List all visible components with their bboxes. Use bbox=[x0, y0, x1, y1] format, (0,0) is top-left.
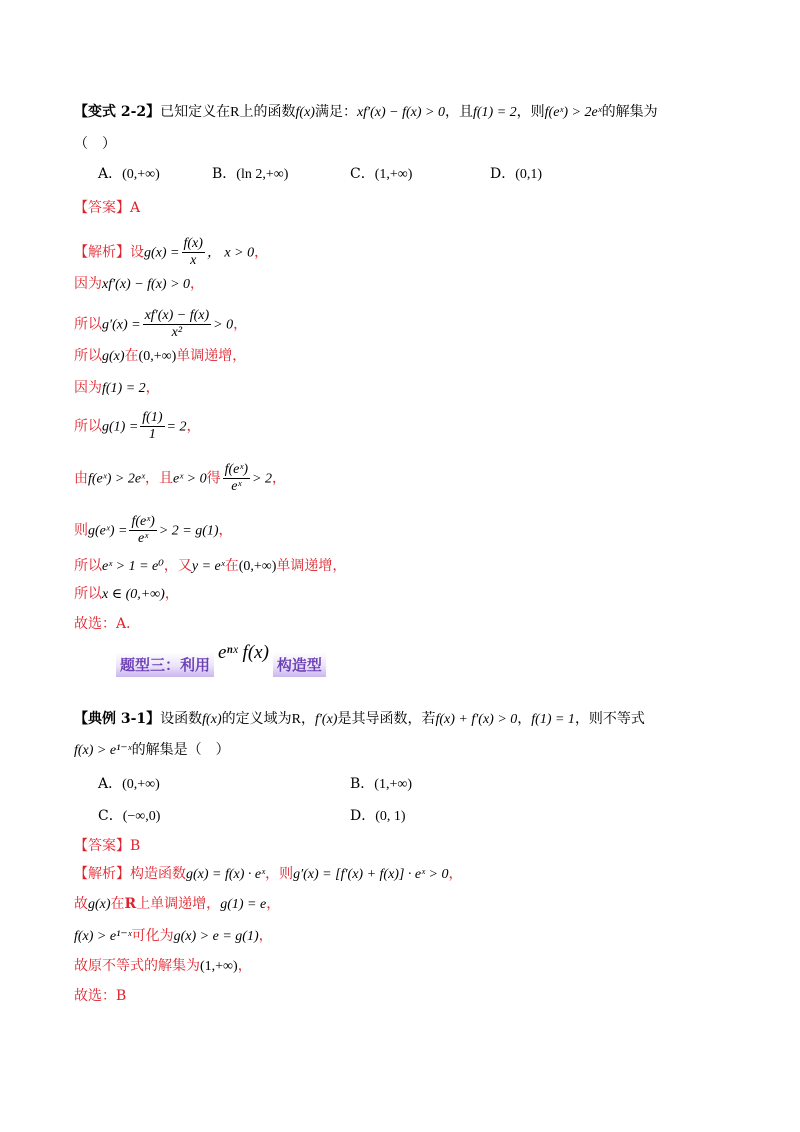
math: g′(x) = bbox=[102, 317, 141, 333]
option-label: D． bbox=[490, 166, 516, 182]
option-value: (0,+∞) bbox=[122, 167, 160, 182]
option-value: (1,+∞) bbox=[374, 167, 413, 182]
step-text: 在 bbox=[110, 896, 125, 912]
step-text: 得 bbox=[206, 470, 221, 487]
step-text: ， bbox=[271, 470, 286, 487]
step-text: 因为 bbox=[74, 380, 102, 396]
math: f(eˣ) > 2eˣ bbox=[88, 471, 145, 487]
question-tag: 【典例 3-1】 bbox=[74, 711, 161, 727]
stem-text: ，且 bbox=[444, 104, 473, 120]
fraction bbox=[140, 410, 164, 443]
step-text: 因为 bbox=[74, 276, 102, 292]
math: (0,+∞) bbox=[138, 349, 177, 364]
stem-text: 的定义域为 bbox=[221, 711, 292, 727]
stem-text: 的解集为 bbox=[601, 104, 658, 120]
option-label: B． bbox=[212, 166, 237, 182]
analysis-step-7 bbox=[74, 462, 286, 495]
math: x ∈ (0,+∞) bbox=[102, 587, 165, 602]
answer-value: B bbox=[130, 838, 141, 854]
math: g(x) = f(x) · eˣ bbox=[186, 867, 266, 882]
stem-text: 设函数 bbox=[160, 711, 203, 727]
step-text: ，则 bbox=[265, 866, 294, 882]
step-text: ， bbox=[186, 418, 201, 435]
fraction-denominator: 1 bbox=[148, 427, 156, 442]
question-tag: 【变式 2-2】 bbox=[74, 104, 161, 120]
question-1-stem bbox=[74, 102, 658, 123]
stem-text: ， bbox=[517, 711, 532, 727]
math: y = eˣ bbox=[191, 559, 225, 574]
math-condition: f(1) = 1 bbox=[531, 712, 575, 727]
stem-text: 已知定义在 bbox=[160, 104, 231, 120]
fraction-denominator: x² bbox=[171, 325, 183, 340]
option-value: (0, 1) bbox=[375, 809, 406, 824]
math-inequality: f(x) > e¹⁻ˣ bbox=[74, 743, 132, 758]
option-a bbox=[98, 164, 160, 185]
step-text: ， bbox=[218, 522, 233, 539]
option-value: (0,+∞) bbox=[122, 777, 160, 792]
math-domain: R bbox=[291, 712, 301, 727]
step-text: 所以 bbox=[74, 586, 102, 602]
step-text: 可化为 bbox=[131, 928, 174, 944]
step-text: 单调递增， bbox=[176, 348, 247, 364]
math: g(x) = bbox=[144, 245, 180, 261]
analysis-step-6 bbox=[74, 410, 200, 443]
fraction bbox=[143, 308, 212, 341]
math: ， x > 0 bbox=[206, 245, 255, 261]
option-label: B． bbox=[350, 776, 375, 792]
fraction bbox=[129, 514, 156, 547]
option-label: A． bbox=[98, 776, 123, 792]
analysis-step-4 bbox=[74, 956, 252, 977]
step-text: ， bbox=[233, 316, 248, 333]
math: (1,+∞) bbox=[200, 959, 238, 974]
stem-text: 的解集是（ ） bbox=[131, 742, 230, 758]
math-func: f(x) bbox=[295, 105, 315, 120]
analysis-step-1 bbox=[74, 236, 268, 269]
step-text: 故原不等式的解集为 bbox=[74, 958, 200, 974]
step-text: 所以 bbox=[74, 316, 102, 333]
analysis-step-5 bbox=[74, 378, 160, 399]
analysis-step-2 bbox=[74, 894, 280, 915]
math: g′(x) = [f′(x) + f(x)] · eˣ > 0 bbox=[293, 867, 449, 882]
math-derivative: f′(x) bbox=[314, 712, 338, 727]
math: eˣ > 0 bbox=[173, 471, 207, 487]
stem-text: ，则不等式 bbox=[574, 711, 645, 727]
math-domain: R bbox=[230, 105, 240, 120]
math: = 2 bbox=[166, 419, 187, 435]
math: > 2 bbox=[252, 471, 272, 487]
option-label: D． bbox=[350, 808, 376, 824]
math: g(1) = e bbox=[220, 897, 267, 912]
question-1-paren: （ ） bbox=[74, 136, 116, 152]
math: eˣ > 1 = e⁰ bbox=[102, 559, 164, 574]
option-a bbox=[98, 774, 160, 795]
analysis-step-2 bbox=[74, 274, 204, 295]
analysis-step-9 bbox=[74, 556, 346, 577]
section-label-a: 题型三：利用 bbox=[116, 652, 214, 677]
answer-value: A bbox=[130, 200, 141, 216]
math: > 2 = g(1) bbox=[158, 523, 219, 539]
fraction-numerator: f(eˣ) bbox=[131, 514, 155, 529]
step-text: ， bbox=[237, 958, 252, 974]
step-text: 在 bbox=[124, 348, 139, 364]
math-domain: R bbox=[124, 896, 137, 912]
stem-text: ， bbox=[300, 711, 315, 727]
option-value: (−∞,0) bbox=[122, 809, 161, 824]
math-condition: xf′(x) − f(x) > 0 bbox=[356, 105, 445, 120]
option-label: C． bbox=[98, 808, 123, 824]
answer-line bbox=[74, 198, 140, 218]
fraction-denominator: eˣ bbox=[138, 531, 149, 546]
stem-text: 是其导函数，若 bbox=[337, 711, 436, 727]
math: (0,+∞) bbox=[238, 559, 277, 574]
step-text: 故选：A． bbox=[74, 616, 141, 632]
step-text: 故 bbox=[74, 896, 88, 912]
question-2-stem bbox=[74, 709, 645, 730]
step-text: 则 bbox=[74, 522, 88, 539]
option-c bbox=[350, 164, 412, 185]
fraction-numerator: f(x) bbox=[183, 236, 203, 251]
stem-text: 上的函数 bbox=[239, 104, 296, 120]
step-text: 所以 bbox=[74, 348, 102, 364]
step-text: 在 bbox=[224, 558, 239, 574]
step-text: ， bbox=[448, 866, 463, 882]
math: g(x) bbox=[102, 349, 125, 364]
step-text: ，又 bbox=[163, 558, 192, 574]
step-text: ， bbox=[145, 380, 160, 396]
step-text: 所以 bbox=[74, 418, 102, 435]
math: g(x) bbox=[88, 897, 111, 912]
analysis-step-4 bbox=[74, 346, 246, 367]
math: f(1) = 2 bbox=[102, 381, 146, 396]
math: > 0 bbox=[213, 317, 234, 333]
analysis-step-1 bbox=[74, 864, 463, 885]
fraction-denominator: eˣ bbox=[231, 479, 242, 494]
fraction-numerator: f(eˣ) bbox=[224, 462, 249, 477]
option-value: (0,1) bbox=[515, 167, 543, 182]
math: g(1) = bbox=[102, 419, 139, 435]
step-text: ， bbox=[258, 928, 273, 944]
step-text: ，且 bbox=[145, 470, 173, 487]
step-text: 设 bbox=[130, 244, 144, 261]
step-text: 所以 bbox=[74, 558, 102, 574]
section-label-b: 构造型 bbox=[273, 652, 326, 677]
step-text: ， bbox=[266, 896, 281, 912]
answer-tag: 【答案】 bbox=[74, 200, 130, 216]
analysis-tag: 【解析】 bbox=[74, 244, 130, 261]
math: g(x) > e = g(1) bbox=[173, 929, 259, 944]
step-text: 构造函数 bbox=[130, 866, 186, 882]
analysis-step-3 bbox=[74, 926, 273, 947]
option-c bbox=[98, 806, 160, 827]
option-value: (ln 2,+∞) bbox=[236, 167, 289, 182]
analysis-step-11 bbox=[74, 614, 140, 634]
fraction bbox=[223, 462, 250, 495]
option-b bbox=[350, 774, 412, 795]
section-heading bbox=[116, 642, 326, 677]
option-value: (1,+∞) bbox=[374, 777, 412, 792]
option-b bbox=[212, 164, 288, 185]
fraction-denominator: x bbox=[190, 253, 197, 268]
math: xf′(x) − f(x) > 0 bbox=[102, 277, 191, 292]
math: f(x) > e¹⁻ˣ bbox=[74, 929, 132, 944]
step-text: 上单调递增， bbox=[136, 896, 221, 912]
section-formula: eⁿˣ f(x) bbox=[218, 642, 269, 663]
stem-text: 满足： bbox=[314, 104, 357, 120]
analysis-step-5 bbox=[74, 986, 126, 1006]
step-text: ， bbox=[164, 586, 179, 602]
math-inequality: f(eˣ) > 2eˣ bbox=[544, 105, 602, 120]
math: g(eˣ) = bbox=[88, 523, 128, 539]
analysis-step-8 bbox=[74, 514, 233, 547]
math-condition: f(x) + f′(x) > 0 bbox=[435, 712, 518, 727]
option-label: C． bbox=[350, 166, 375, 182]
answer-tag: 【答案】 bbox=[74, 838, 130, 854]
stem-text: ，则 bbox=[516, 104, 545, 120]
step-text: 单调递增， bbox=[276, 558, 347, 574]
math-condition: f(1) = 2 bbox=[472, 105, 517, 120]
step-text: ， bbox=[190, 276, 205, 292]
step-text: ， bbox=[254, 244, 269, 261]
option-d bbox=[350, 806, 406, 827]
analysis-step-3 bbox=[74, 308, 247, 341]
analysis-tag: 【解析】 bbox=[74, 866, 130, 882]
option-label: A． bbox=[98, 166, 123, 182]
analysis-step-10 bbox=[74, 584, 179, 605]
fraction-numerator: xf′(x) − f(x) bbox=[144, 308, 210, 323]
question-2-stem-cont bbox=[74, 740, 230, 761]
fraction-numerator: f(1) bbox=[142, 410, 163, 425]
fraction bbox=[182, 236, 205, 269]
step-text: 由 bbox=[74, 470, 88, 487]
math-func: f(x) bbox=[202, 712, 222, 727]
answer-line bbox=[74, 836, 140, 856]
option-d bbox=[490, 164, 542, 185]
step-text: 故选：B bbox=[74, 988, 127, 1004]
